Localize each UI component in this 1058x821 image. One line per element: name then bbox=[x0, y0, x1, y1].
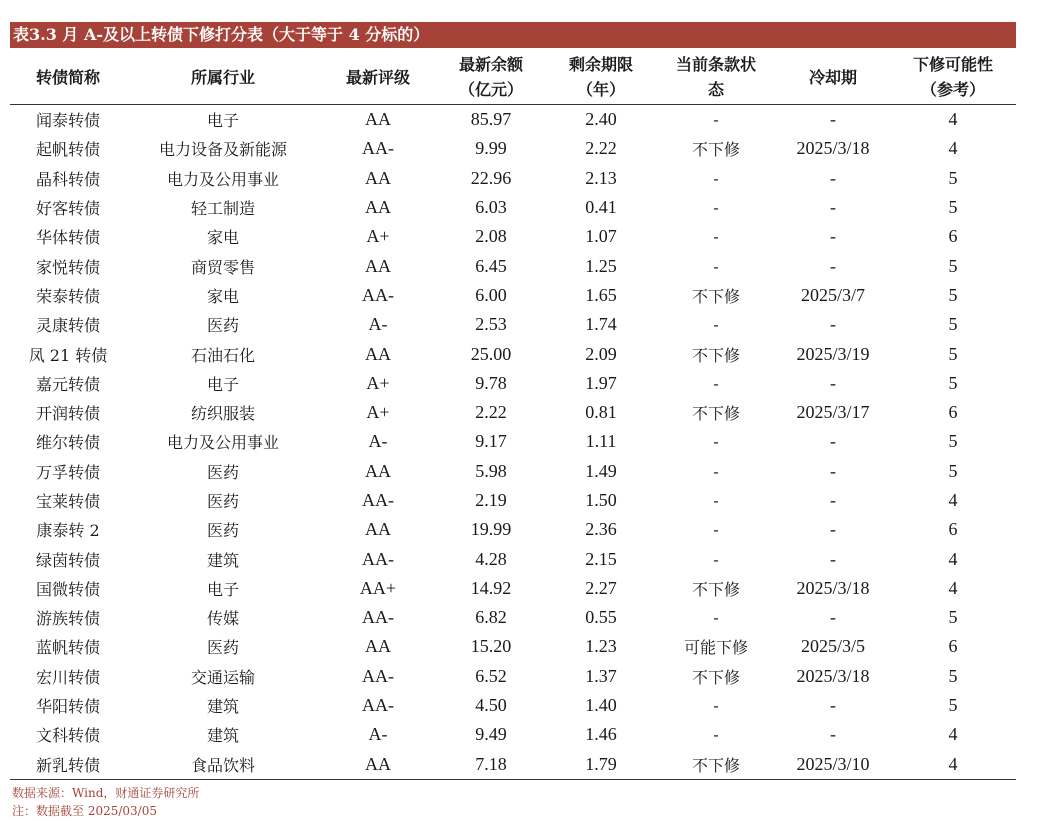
industry-cell: 石油石化 bbox=[190, 345, 255, 365]
bond-name-cell: 荣泰转债 bbox=[35, 286, 100, 306]
balance-cell: 19.99 bbox=[470, 519, 512, 540]
term-cell: 1.46 bbox=[585, 724, 617, 745]
balance-cell: 6.52 bbox=[475, 665, 507, 686]
table-row bbox=[10, 750, 1016, 780]
rating-cell: AA bbox=[365, 109, 391, 130]
bond-name-cell: 绿茵转债 bbox=[35, 550, 100, 570]
industry-cell: 医药 bbox=[206, 462, 239, 482]
bond-name-cell: 开润转债 bbox=[35, 404, 100, 424]
balance-cell: 9.49 bbox=[475, 724, 507, 745]
cooldown-cell: - bbox=[830, 167, 836, 188]
term-cell: 0.55 bbox=[585, 607, 617, 628]
balance-cell: 6.82 bbox=[475, 607, 507, 628]
balance-cell: 7.18 bbox=[436, 750, 546, 780]
bond-name-cell: 灵康转债 bbox=[35, 316, 100, 336]
industry-cell: 家电 bbox=[206, 228, 239, 248]
rating-cell: A- bbox=[368, 314, 388, 335]
bond-name-cell: 康泰转 2 bbox=[36, 521, 100, 541]
cooldown-cell: - bbox=[830, 109, 836, 130]
term-cell: 1.11 bbox=[585, 431, 617, 452]
status-cell: - bbox=[713, 696, 719, 716]
likelihood-cell: 6 bbox=[948, 636, 958, 657]
header-rating: 最新评级 bbox=[320, 50, 436, 105]
industry-cell: 电力及公用事业 bbox=[166, 433, 279, 453]
table-row bbox=[10, 457, 1016, 486]
likelihood-cell: 5 bbox=[948, 695, 958, 716]
bond-name-cell: 宝莱转债 bbox=[35, 492, 100, 511]
balance-cell: 9.17 bbox=[475, 431, 507, 452]
cooldown-cell: - bbox=[830, 490, 836, 510]
rating-cell: AA- bbox=[362, 607, 394, 628]
likelihood-cell: 5 bbox=[948, 431, 958, 452]
balance-cell: 25.00 bbox=[470, 343, 512, 364]
cooldown-cell: - bbox=[830, 548, 836, 569]
rating-cell: A+ bbox=[366, 226, 390, 247]
table-row bbox=[10, 339, 1016, 368]
balance-cell: 15.20 bbox=[470, 636, 512, 657]
cooldown-cell: 2025/3/19 bbox=[796, 343, 870, 364]
likelihood-cell: 5 bbox=[948, 314, 958, 335]
industry-cell: 家电 bbox=[206, 286, 239, 306]
rating-cell: AA- bbox=[362, 548, 394, 569]
rating-cell: AA- bbox=[362, 490, 394, 510]
term-cell: 1.25 bbox=[585, 255, 617, 276]
industry-cell: 纺织服装 bbox=[190, 404, 255, 424]
table-body bbox=[10, 105, 1016, 780]
balance-cell: 22.96 bbox=[470, 167, 512, 188]
table-row bbox=[10, 691, 1016, 720]
industry-cell: 电子 bbox=[206, 111, 239, 131]
bond-name-cell: 文科转债 bbox=[35, 726, 100, 746]
cooldown-cell: - bbox=[830, 607, 836, 628]
balance-cell: 2.53 bbox=[475, 314, 507, 335]
cooldown-cell: - bbox=[830, 197, 836, 218]
table-row bbox=[10, 105, 1016, 135]
term-cell: 2.13 bbox=[585, 167, 617, 188]
status-cell: - bbox=[713, 432, 719, 452]
status-cell: 不下修 bbox=[656, 750, 776, 780]
term-cell: 1.97 bbox=[585, 372, 617, 393]
likelihood-cell: 5 bbox=[948, 197, 958, 218]
table-row bbox=[10, 222, 1016, 251]
status-cell: - bbox=[713, 461, 719, 481]
term-cell: 1.07 bbox=[585, 226, 617, 247]
balance-cell: 9.78 bbox=[475, 372, 507, 393]
term-cell: 1.50 bbox=[585, 490, 617, 510]
term-cell: 2.36 bbox=[585, 519, 617, 540]
term-cell: 0.41 bbox=[585, 197, 617, 218]
status-cell: - bbox=[713, 608, 719, 628]
bond-name-cell: 凤 21 转债 bbox=[28, 345, 108, 365]
term-cell: 1.74 bbox=[585, 314, 617, 335]
table-row bbox=[10, 486, 1016, 515]
status-cell: - bbox=[713, 549, 719, 569]
rating-cell: AA- bbox=[362, 695, 394, 716]
industry-cell: 建筑 bbox=[206, 550, 239, 570]
cooldown-cell: 2025/3/7 bbox=[800, 284, 865, 305]
industry-cell: 电力设备及新能源 bbox=[158, 140, 287, 160]
industry-cell: 食品饮料 bbox=[126, 750, 320, 780]
header-balance: 最新余额 （亿元） bbox=[436, 50, 546, 105]
rating-cell: AA bbox=[365, 519, 391, 540]
bond-name-cell: 维尔转债 bbox=[35, 433, 100, 453]
table-row bbox=[10, 281, 1016, 310]
status-cell: 不下修 bbox=[691, 140, 740, 160]
rating-cell: AA bbox=[365, 460, 391, 481]
industry-cell: 建筑 bbox=[206, 726, 239, 746]
term-cell: 2.40 bbox=[585, 109, 617, 130]
bond-name-cell: 国微转债 bbox=[35, 579, 100, 599]
cooldown-cell: 2025/3/18 bbox=[796, 665, 870, 686]
industry-cell: 医药 bbox=[206, 316, 239, 336]
likelihood-cell: 4 bbox=[948, 138, 958, 159]
industry-cell: 电子 bbox=[206, 374, 239, 394]
bond-name-cell: 家悦转债 bbox=[35, 257, 100, 277]
likelihood-cell: 5 bbox=[948, 372, 958, 393]
bond-name-cell: 游族转债 bbox=[35, 609, 100, 629]
status-cell: - bbox=[713, 315, 719, 335]
status-cell: 不下修 bbox=[691, 286, 740, 306]
rating-cell: A+ bbox=[366, 402, 390, 423]
balance-cell: 4.28 bbox=[475, 548, 507, 569]
likelihood-cell: 5 bbox=[948, 607, 958, 628]
likelihood-cell: 6 bbox=[948, 226, 958, 247]
likelihood-cell: 5 bbox=[948, 167, 958, 188]
bond-name-cell: 华阳转债 bbox=[35, 697, 100, 717]
bond-name-cell: 闻泰转债 bbox=[35, 111, 100, 131]
industry-cell: 建筑 bbox=[206, 697, 239, 717]
bond-scoring-table bbox=[10, 50, 1016, 780]
table-row bbox=[10, 427, 1016, 456]
bond-name-cell: 晶科转债 bbox=[35, 169, 100, 189]
table-row bbox=[10, 369, 1016, 398]
likelihood-cell: 5 bbox=[948, 343, 958, 364]
status-cell: - bbox=[713, 256, 719, 276]
bond-name-cell: 华体转债 bbox=[35, 228, 100, 248]
industry-cell: 电子 bbox=[206, 579, 239, 599]
industry-cell: 医药 bbox=[206, 521, 239, 541]
likelihood-cell: 6 bbox=[948, 402, 958, 423]
cooldown-cell: 2025/3/18 bbox=[796, 577, 870, 598]
term-cell: 2.27 bbox=[585, 577, 617, 598]
rating-cell: AA- bbox=[362, 138, 394, 159]
industry-cell: 商贸零售 bbox=[190, 257, 255, 277]
status-cell: - bbox=[713, 110, 719, 130]
industry-cell: 医药 bbox=[206, 492, 239, 511]
rating-cell: A- bbox=[368, 431, 388, 452]
likelihood-cell: 5 bbox=[948, 460, 958, 481]
status-cell: - bbox=[713, 725, 719, 745]
likelihood-cell: 4 bbox=[890, 750, 1016, 780]
header-remaining-term: 剩余期限 （年） bbox=[546, 50, 656, 105]
table-row bbox=[10, 574, 1016, 603]
cooldown-cell: - bbox=[830, 695, 836, 716]
term-cell: 0.81 bbox=[585, 402, 617, 423]
industry-cell: 电力及公用事业 bbox=[166, 169, 279, 189]
likelihood-cell: 4 bbox=[948, 724, 958, 745]
table-row bbox=[10, 603, 1016, 632]
likelihood-cell: 4 bbox=[948, 109, 958, 130]
header-cooldown: 冷却期 bbox=[776, 50, 890, 105]
term-cell: 1.37 bbox=[585, 665, 617, 686]
term-cell: 1.49 bbox=[585, 460, 617, 481]
cooldown-cell: 2025/3/17 bbox=[796, 402, 870, 423]
balance-cell: 6.03 bbox=[475, 197, 507, 218]
balance-cell: 14.92 bbox=[470, 577, 512, 598]
cooldown-cell: 2025/3/10 bbox=[776, 750, 890, 780]
cooldown-cell: 2025/3/18 bbox=[796, 138, 870, 159]
likelihood-cell: 6 bbox=[948, 519, 958, 540]
term-cell: 1.65 bbox=[585, 284, 617, 305]
rating-cell: AA- bbox=[362, 665, 394, 686]
rating-cell: AA- bbox=[362, 284, 394, 305]
table-row bbox=[10, 720, 1016, 749]
rating-cell: AA bbox=[365, 636, 391, 657]
industry-cell: 轻工制造 bbox=[190, 199, 255, 219]
balance-cell: 2.22 bbox=[475, 402, 507, 423]
balance-cell: 85.97 bbox=[470, 109, 512, 130]
balance-cell: 9.99 bbox=[475, 138, 507, 159]
table-header-row bbox=[10, 50, 1016, 105]
table-row bbox=[10, 193, 1016, 222]
rating-cell: A+ bbox=[366, 372, 390, 393]
balance-cell: 2.19 bbox=[475, 490, 507, 510]
header-bond-name: 转债简称 bbox=[10, 50, 126, 105]
status-cell: - bbox=[713, 168, 719, 188]
balance-cell: 2.08 bbox=[475, 226, 507, 247]
bond-name-cell: 好客转债 bbox=[35, 199, 100, 219]
industry-cell: 医药 bbox=[206, 638, 239, 658]
bond-name-cell: 蓝帆转债 bbox=[35, 638, 100, 658]
term-cell: 2.15 bbox=[585, 548, 617, 569]
table-row bbox=[10, 310, 1016, 339]
rating-cell: AA+ bbox=[359, 577, 397, 598]
bond-name-cell: 嘉元转债 bbox=[35, 374, 100, 394]
rating-cell: AA bbox=[365, 343, 391, 364]
rating-cell: AA bbox=[365, 167, 391, 188]
term-cell: 1.23 bbox=[585, 636, 617, 657]
rating-cell: A- bbox=[368, 724, 388, 745]
status-cell: 可能下修 bbox=[683, 638, 748, 658]
cooldown-cell: 2025/3/5 bbox=[800, 636, 865, 657]
balance-cell: 4.50 bbox=[475, 695, 507, 716]
industry-cell: 传媒 bbox=[206, 609, 239, 629]
term-cell: 1.79 bbox=[546, 750, 656, 780]
source-footnote: 数据来源：Wind，财通证券研究所 bbox=[12, 786, 200, 800]
header-industry: 所属行业 bbox=[126, 50, 320, 105]
status-cell: 不下修 bbox=[691, 579, 740, 599]
table-row bbox=[10, 515, 1016, 544]
status-cell: - bbox=[713, 373, 719, 393]
status-cell: - bbox=[713, 198, 719, 218]
table-row bbox=[10, 398, 1016, 427]
cooldown-cell: - bbox=[830, 314, 836, 335]
date-footnote: 注：数据截至 2025/03/05 bbox=[12, 804, 157, 818]
cooldown-cell: - bbox=[830, 460, 836, 481]
table-title: 表3.3 月 A-及以上转债下修打分表（大于等于 4 分标的） bbox=[10, 22, 1016, 48]
industry-cell: 交通运输 bbox=[190, 667, 255, 687]
likelihood-cell: 4 bbox=[948, 490, 958, 510]
status-cell: 不下修 bbox=[691, 404, 740, 424]
table-row bbox=[10, 632, 1016, 661]
term-cell: 2.22 bbox=[585, 138, 617, 159]
balance-cell: 5.98 bbox=[475, 460, 507, 481]
cooldown-cell: - bbox=[830, 519, 836, 540]
table-row bbox=[10, 544, 1016, 573]
table-row bbox=[10, 251, 1016, 280]
rating-cell: AA bbox=[365, 197, 391, 218]
header-clause-status: 当前条款状 态 bbox=[656, 50, 776, 105]
balance-cell: 6.00 bbox=[475, 284, 507, 305]
status-cell: - bbox=[713, 520, 719, 540]
rating-cell: AA bbox=[365, 255, 391, 276]
term-cell: 2.09 bbox=[585, 343, 617, 364]
bond-name-cell: 新乳转债 bbox=[10, 750, 126, 780]
likelihood-cell: 4 bbox=[948, 548, 958, 569]
cooldown-cell: - bbox=[830, 226, 836, 247]
cooldown-cell: - bbox=[830, 255, 836, 276]
likelihood-cell: 5 bbox=[948, 665, 958, 686]
bond-name-cell: 起帆转债 bbox=[35, 140, 100, 160]
likelihood-cell: 5 bbox=[948, 284, 958, 305]
term-cell: 1.40 bbox=[585, 695, 617, 716]
status-cell: - bbox=[713, 491, 719, 510]
cooldown-cell: - bbox=[830, 431, 836, 452]
likelihood-cell: 4 bbox=[948, 577, 958, 598]
rating-cell: AA bbox=[320, 750, 436, 780]
table-row bbox=[10, 662, 1016, 691]
status-cell: - bbox=[713, 227, 719, 247]
status-cell: 不下修 bbox=[691, 345, 740, 365]
cooldown-cell: - bbox=[830, 372, 836, 393]
balance-cell: 6.45 bbox=[475, 255, 507, 276]
bond-name-cell: 宏川转债 bbox=[35, 667, 100, 687]
likelihood-cell: 5 bbox=[948, 255, 958, 276]
header-revision-likelihood: 下修可能性 （参考） bbox=[890, 50, 1016, 105]
cooldown-cell: - bbox=[830, 724, 836, 745]
bond-name-cell: 万孚转债 bbox=[35, 462, 100, 482]
table-row bbox=[10, 134, 1016, 163]
status-cell: 不下修 bbox=[691, 667, 740, 687]
table-row bbox=[10, 164, 1016, 193]
